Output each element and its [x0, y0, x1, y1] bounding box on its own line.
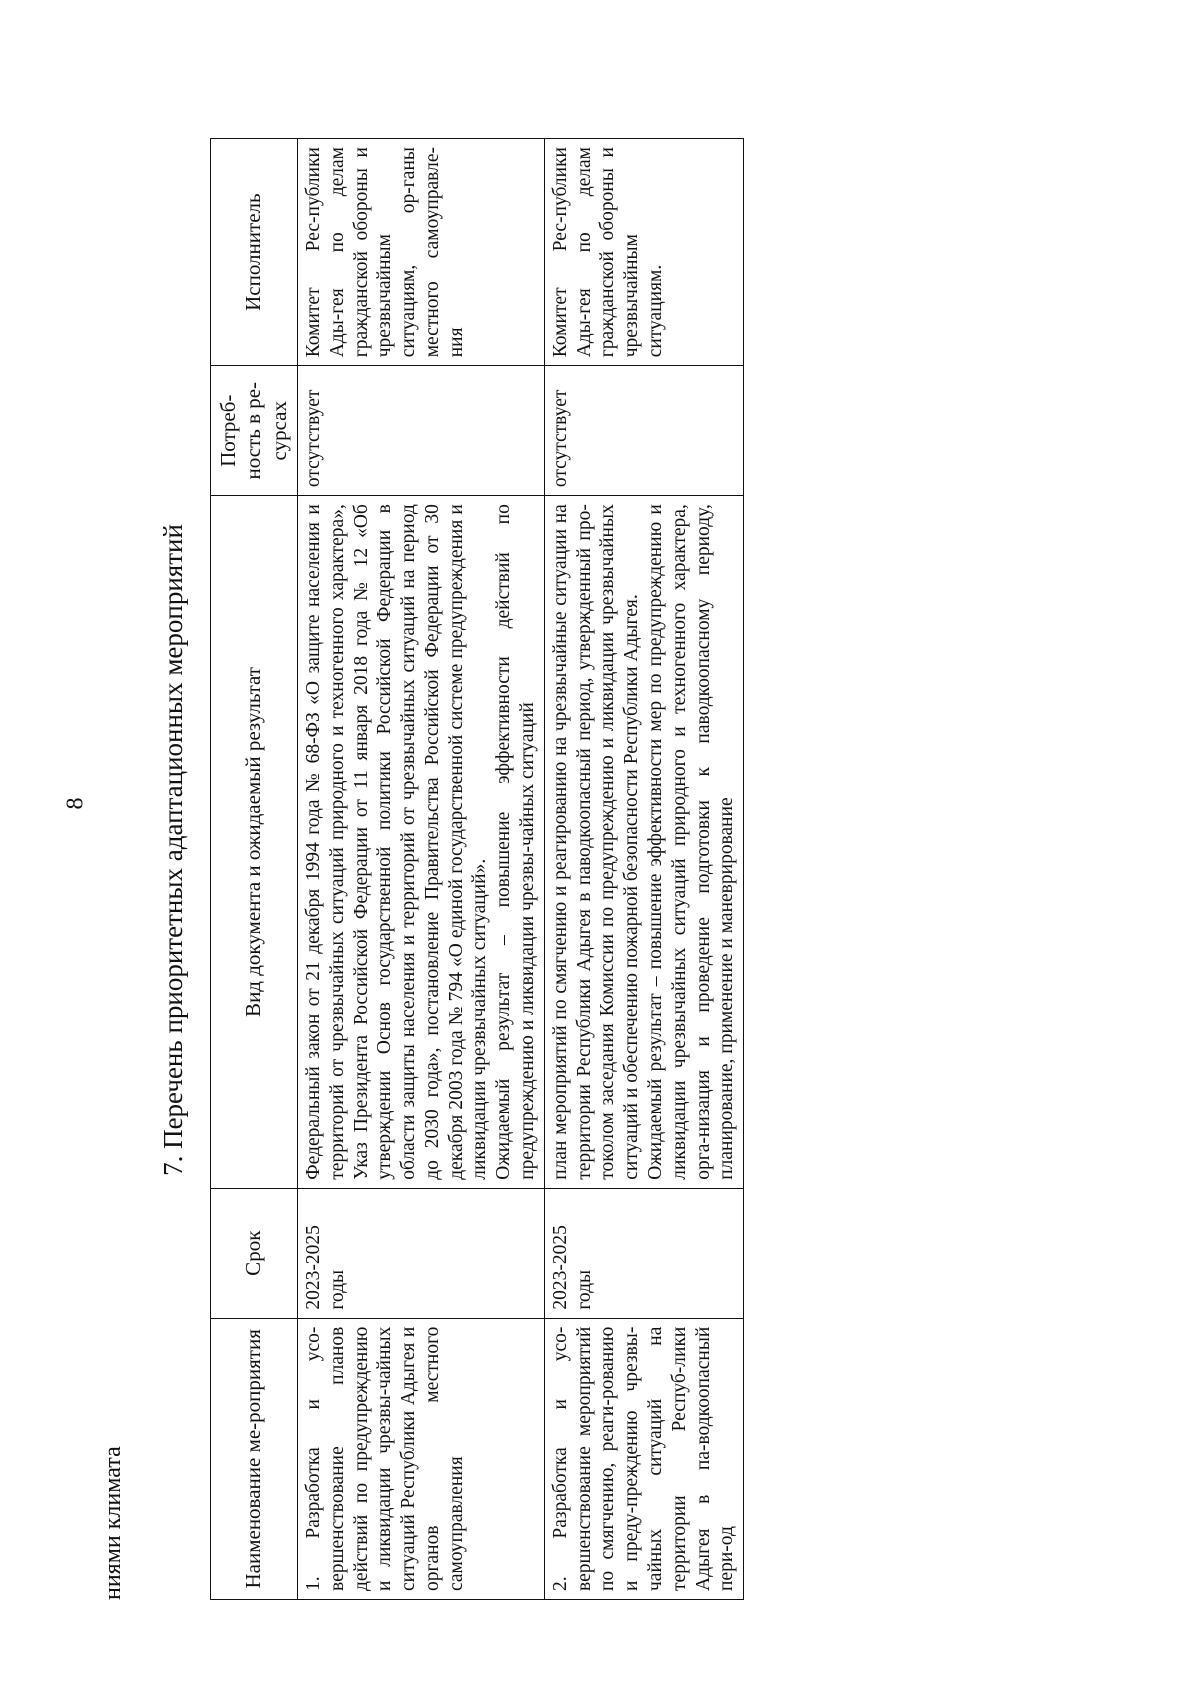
cell-document [298, 496, 545, 1189]
table-row [298, 139, 545, 1600]
section-title: 7. Перечень приоритетных адаптационных мероприятий [158, 524, 188, 1176]
expected-result: Ожидаемый результат – повышение эффективности мер по предупреждению и ликвидации чрезвычайных ситуаций природного и техногенного характера, орга-низация и проведение подготовки к паводкоопасному периоду, планирование, применение и маневрирование [644, 504, 738, 1180]
continuation-text: ниями климата [100, 1446, 126, 1600]
table-header-row [211, 139, 298, 1600]
cell-executor: Комитет Рес-публики Ады-гея по делам гражданской обороны и чрезвычайным ситуациям. [544, 139, 743, 366]
page-number: 8 [62, 797, 89, 810]
header-name: Наименование ме-роприятия [211, 1318, 298, 1599]
cell-need: отсутствует [544, 366, 743, 496]
header-document: Вид документа и ожидаемый результат [211, 496, 298, 1189]
header-executor: Исполнитель [211, 139, 298, 366]
cell-need: отсутствует [298, 366, 545, 496]
cell-name: 2. Разработка и усо-вершенствование мероприятий по смягчению, реаги-рованию и преду-преждению чрезвы-чайных ситуаций на территории Респуб-лики Адыгея в па-водкоопасный пери-од [544, 1318, 743, 1599]
document-text: Федеральный закон от 21 декабря 1994 года № 68-ФЗ «О защите населения и территорий от чрезвычайных ситуаций природного и техногенного характера», Указ Президента Российской Федерации от 11 января 2018 года № 12 «Об утверждении Основ государственной политики Российской Федерации в области защиты населения и территорий от чрезвычайных ситуаций на период до 2030 года», постановление Правительства Российской Федерации от 30 декабря 2003 года № 794 «О единой государственной системе предупреждения и ликвидации чрезвычайных ситуаций». [303, 504, 491, 1180]
cell-term: 2023-2025 годы [544, 1188, 743, 1318]
rotated-page-content [100, 100, 1130, 1600]
header-need: Потреб-ность в ре-сурсах [211, 366, 298, 496]
cell-document [544, 496, 743, 1189]
expected-result: Ожидаемый результат – повышение эффективности действий по предупреждению и ликвидации чрезвы-чайных ситуаций [493, 504, 539, 1180]
measures-table [210, 138, 744, 1600]
header-term: Срок [211, 1188, 298, 1318]
document-text: план мероприятий по смягчению и реагированию на чрезвычайные ситуации на территории Республики Адыгея в паводкоопасный период, утвержденный про-токолом заседания Комиссии по предупреждению и ликвидации чрезвычайных ситуаций и обеспечению пожарной безопасности Республики Адыгея. [549, 504, 643, 1180]
cell-name: 1. Разработка и усо-вершенствование планов действий по предупреждению и ликвидации чрезвы-чайных ситуаций Республики Адыгея и органов местного самоуправления [298, 1318, 545, 1599]
table-row [544, 139, 743, 1600]
cell-term: 2023-2025 годы [298, 1188, 545, 1318]
cell-executor: Комитет Рес-публики Ады-гея по делам гражданской обороны и чрезвычайным ситуациям, ор-ганы местного самоуправле-ния [298, 139, 545, 366]
